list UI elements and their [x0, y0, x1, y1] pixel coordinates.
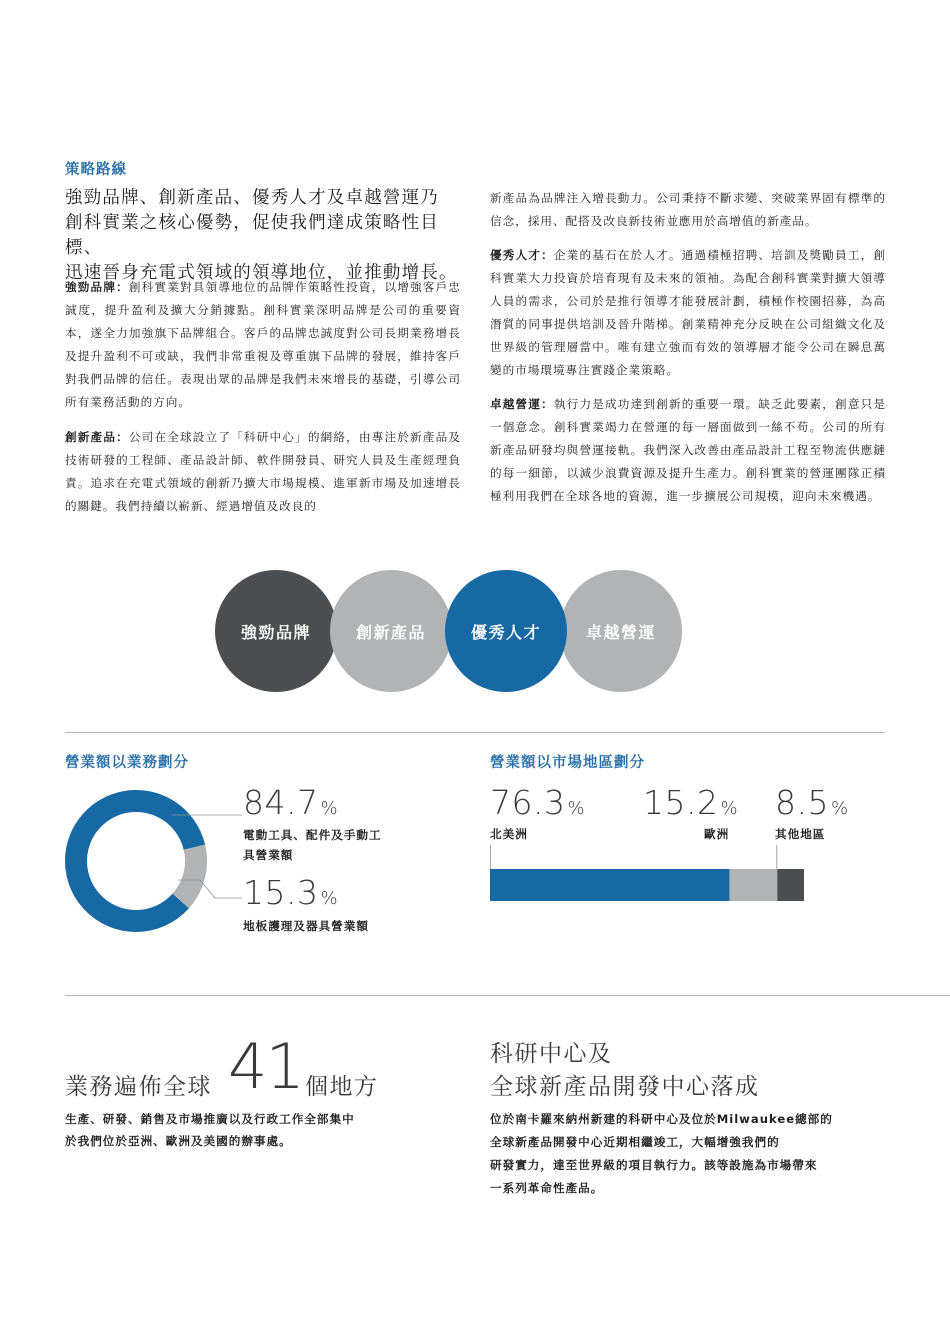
pillar-circle-people — [445, 570, 567, 692]
paragraph-brand — [65, 276, 461, 414]
paragraph-people — [490, 244, 886, 382]
desc-line: 生產、研發、銷售及市場推廣以及行政工作全部集中 — [65, 1112, 355, 1126]
percent-sign: % — [567, 798, 586, 819]
leader-line — [178, 880, 242, 898]
region-stacked-bar — [490, 845, 810, 905]
strategy-section-label: 策略路線 — [65, 162, 127, 178]
desc-line: 全球新產品開發中心近期相繼竣工，大幅增強我們的 — [490, 1135, 780, 1149]
paragraph-title: 優秀人才： — [490, 248, 554, 262]
paragraph-title: 強勁品牌： — [65, 280, 129, 294]
strategy-lead — [65, 186, 465, 286]
desc-line: 研發實力，達至世界級的項目執行力。該等設施為市場帶來 — [490, 1158, 818, 1172]
region-section-label: 營業額以市場地區劃分 — [490, 755, 645, 771]
global-suffix: 個地方 — [305, 1074, 379, 1100]
label-line: 具營業額 — [243, 848, 294, 862]
percent-value: 84.7 — [243, 783, 319, 822]
paragraph-body: 公司在全球設立了「科研中心」的網絡，由專注於新產品及技術研發的工程師、產品設計師、軟件開發員、研究人員及生產經理負責。追求在充電式領域的創新乃擴大市場規模、進軍新市場及加速增長的關鍵。我們持續以嶄新、經過增值及改良的 — [65, 430, 461, 513]
pillar-circle-brand — [215, 570, 337, 692]
region-value-na — [490, 783, 585, 822]
business-value-1 — [243, 783, 338, 822]
percent-sign: % — [720, 798, 739, 819]
pillar-label: 強勁品牌 — [240, 622, 311, 642]
business-section-label: 營業額以業務劃分 — [65, 755, 189, 771]
region-label-other: 其他地區 — [775, 827, 826, 841]
pillar-label: 卓越營運 — [585, 622, 656, 642]
paragraph-body: 執行力是成功達到創新的重要一環。缺乏此要素，創意只是一個意念。創科實業竭力在營運的每一層面做到一絲不苟。公司的所有新產品研發均與營運接軌。我們深入改善由產品設計工程至物流供應鏈的每一細節，以減少浪費資源及提升生產力。創科實業的營運團隊正積極利用我們在全球各地的資源，進一步擴展公司規模，迎向未來機遇。 — [490, 397, 886, 503]
business-label-1 — [243, 825, 382, 865]
percent-value: 15.3 — [243, 873, 319, 912]
region-value-other — [775, 783, 849, 822]
region-value-eu — [643, 783, 738, 822]
paragraph-operations — [490, 393, 886, 508]
business-value-2 — [243, 873, 338, 912]
bar-segment-1 — [490, 869, 730, 901]
pillar-label: 創新產品 — [355, 622, 426, 642]
region-label-na: 北美洲 — [490, 827, 528, 841]
desc-line: 位於南卡羅來納州新建的科研中心及位於Milwaukee總部的 — [490, 1112, 833, 1126]
donut-leader-lines — [170, 810, 250, 910]
lead-line: 創科實業之核心優勢，促使我們達成策略性目標、 — [65, 213, 439, 258]
pillar-label: 優秀人才 — [470, 622, 541, 642]
region-label-eu: 歐洲 — [704, 827, 730, 841]
percent-value: 15.2 — [643, 783, 719, 822]
divider — [65, 995, 950, 996]
global-description — [65, 1108, 355, 1152]
desc-line: 一系列革命性產品。 — [490, 1181, 604, 1195]
global-prefix: 業務遍佈全球 — [65, 1074, 212, 1100]
percent-sign: % — [320, 798, 339, 819]
percent-sign: % — [320, 888, 339, 909]
rnd-description — [490, 1108, 890, 1200]
bar-segment-3 — [777, 869, 804, 901]
lead-line: 強勁品牌、創新產品、優秀人才及卓越營運乃 — [65, 188, 439, 208]
global-number: 41 — [228, 1030, 303, 1103]
label-line: 電動工具、配件及手動工 — [243, 828, 382, 842]
bar-segment-2 — [730, 869, 778, 901]
title-line: 科研中心及 — [490, 1041, 613, 1067]
paragraph-title: 卓越營運： — [490, 397, 554, 411]
percent-value: 76.3 — [490, 783, 566, 822]
business-label-2: 地板護理及器具營業額 — [243, 919, 369, 933]
paragraph-body: 創科實業對具領導地位的品牌作策略性投資，以增強客戶忠誠度，提升盈利及擴大分銷據點。創科實業深明品牌是公司的重要資本，遂全力加強旗下品牌組合。客戶的品牌忠誠度對公司長期業務增長及提升盈利不可或缺，我們非常重視及尊重旗下品牌的發展，維持客戶對我們品牌的信任。表現出眾的品牌是我們未來增長的基礎，引導公司所有業務活動的方向。 — [65, 280, 461, 409]
paragraph-title: 創新產品： — [65, 430, 129, 444]
title-line: 全球新產品開發中心落成 — [490, 1074, 760, 1100]
lead-line: 迅速晉身充電式領域的領導地位，並推動增長。 — [65, 263, 458, 283]
pillar-circle-product — [330, 570, 452, 692]
percent-value: 8.5 — [775, 783, 829, 822]
divider — [65, 732, 885, 733]
paragraph-innovation — [65, 426, 461, 518]
desc-line: 於我們位於亞洲、歐洲及美國的辦事處。 — [65, 1134, 292, 1148]
paragraph-innovation-cont: 新產品為品牌注入增長動力。公司秉持不斷求變、突破業界固有標準的信念，採用、配搭及改良新技術並應用於高增值的新產品。 — [490, 191, 886, 228]
paragraph-body: 企業的基石在於人才。通過積極招聘、培訓及獎勵員工，創科實業大力投資於培育現有及未來的領袖。為配合創科實業對擴大領導人員的需求，公司於是推行領導才能發展計劃，積極作校園招募，為高潛質的同事提供培訓及晉升階梯。創業精神充分反映在公司組織文化及世界級的管理層當中。唯有建立強而有效的領導層才能令公司在瞬息萬變的市場環境專注實踐企業策略。 — [490, 248, 886, 377]
percent-sign: % — [830, 798, 849, 819]
pillar-circle-operations — [560, 570, 682, 692]
rnd-title — [490, 1038, 760, 1104]
